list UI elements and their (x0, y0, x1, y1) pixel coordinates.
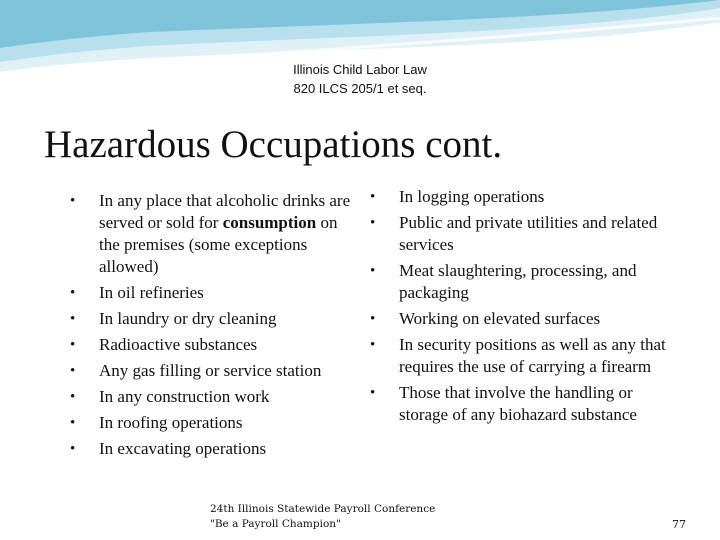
right-occupation-list (370, 186, 670, 430)
left-occupation-list (70, 190, 360, 464)
list-item: • Radioactive substances (70, 334, 360, 356)
list-item: • In roofing operations (70, 412, 360, 434)
list-item-emphasis: consumption (222, 213, 317, 232)
list-item: • In logging operations (370, 186, 670, 208)
slide-title: Hazardous Occupations cont. (44, 123, 503, 166)
list-item: • Public and private utilities and related services (370, 212, 670, 256)
list-item: • In laundry or dry cleaning (70, 308, 360, 330)
law-citation: 820 ILCS 205/1 et seq. (293, 81, 427, 96)
conference-name: 24th Illinois Statewide Payroll Conference (210, 503, 436, 515)
law-header (0, 60, 720, 98)
list-item: • In excavating operations (70, 438, 360, 460)
list-item: • In any construction work (70, 386, 360, 408)
list-item: • Those that involve the handling or storage of any biohazard substance (370, 382, 670, 426)
list-item: • In security positions as well as any that requires the use of carrying a firearm (370, 334, 670, 378)
conference-slogan: "Be a Payroll Champion" (210, 518, 341, 530)
list-item-text: on the premises (some exceptions allowed) (99, 213, 338, 276)
page-number: 77 (672, 518, 686, 531)
list-item-text: In any place that alcoholic drinks are served or sold for (99, 191, 351, 232)
list-item: • Working on elevated surfaces (370, 308, 670, 330)
conference-footer (210, 502, 435, 532)
list-item: • In oil refineries (70, 282, 360, 304)
list-item: • Meat slaughtering, processing, and packaging (370, 260, 670, 304)
list-item (70, 190, 360, 278)
law-name: Illinois Child Labor Law (293, 62, 427, 77)
list-item: • Any gas filling or service station (70, 360, 360, 382)
